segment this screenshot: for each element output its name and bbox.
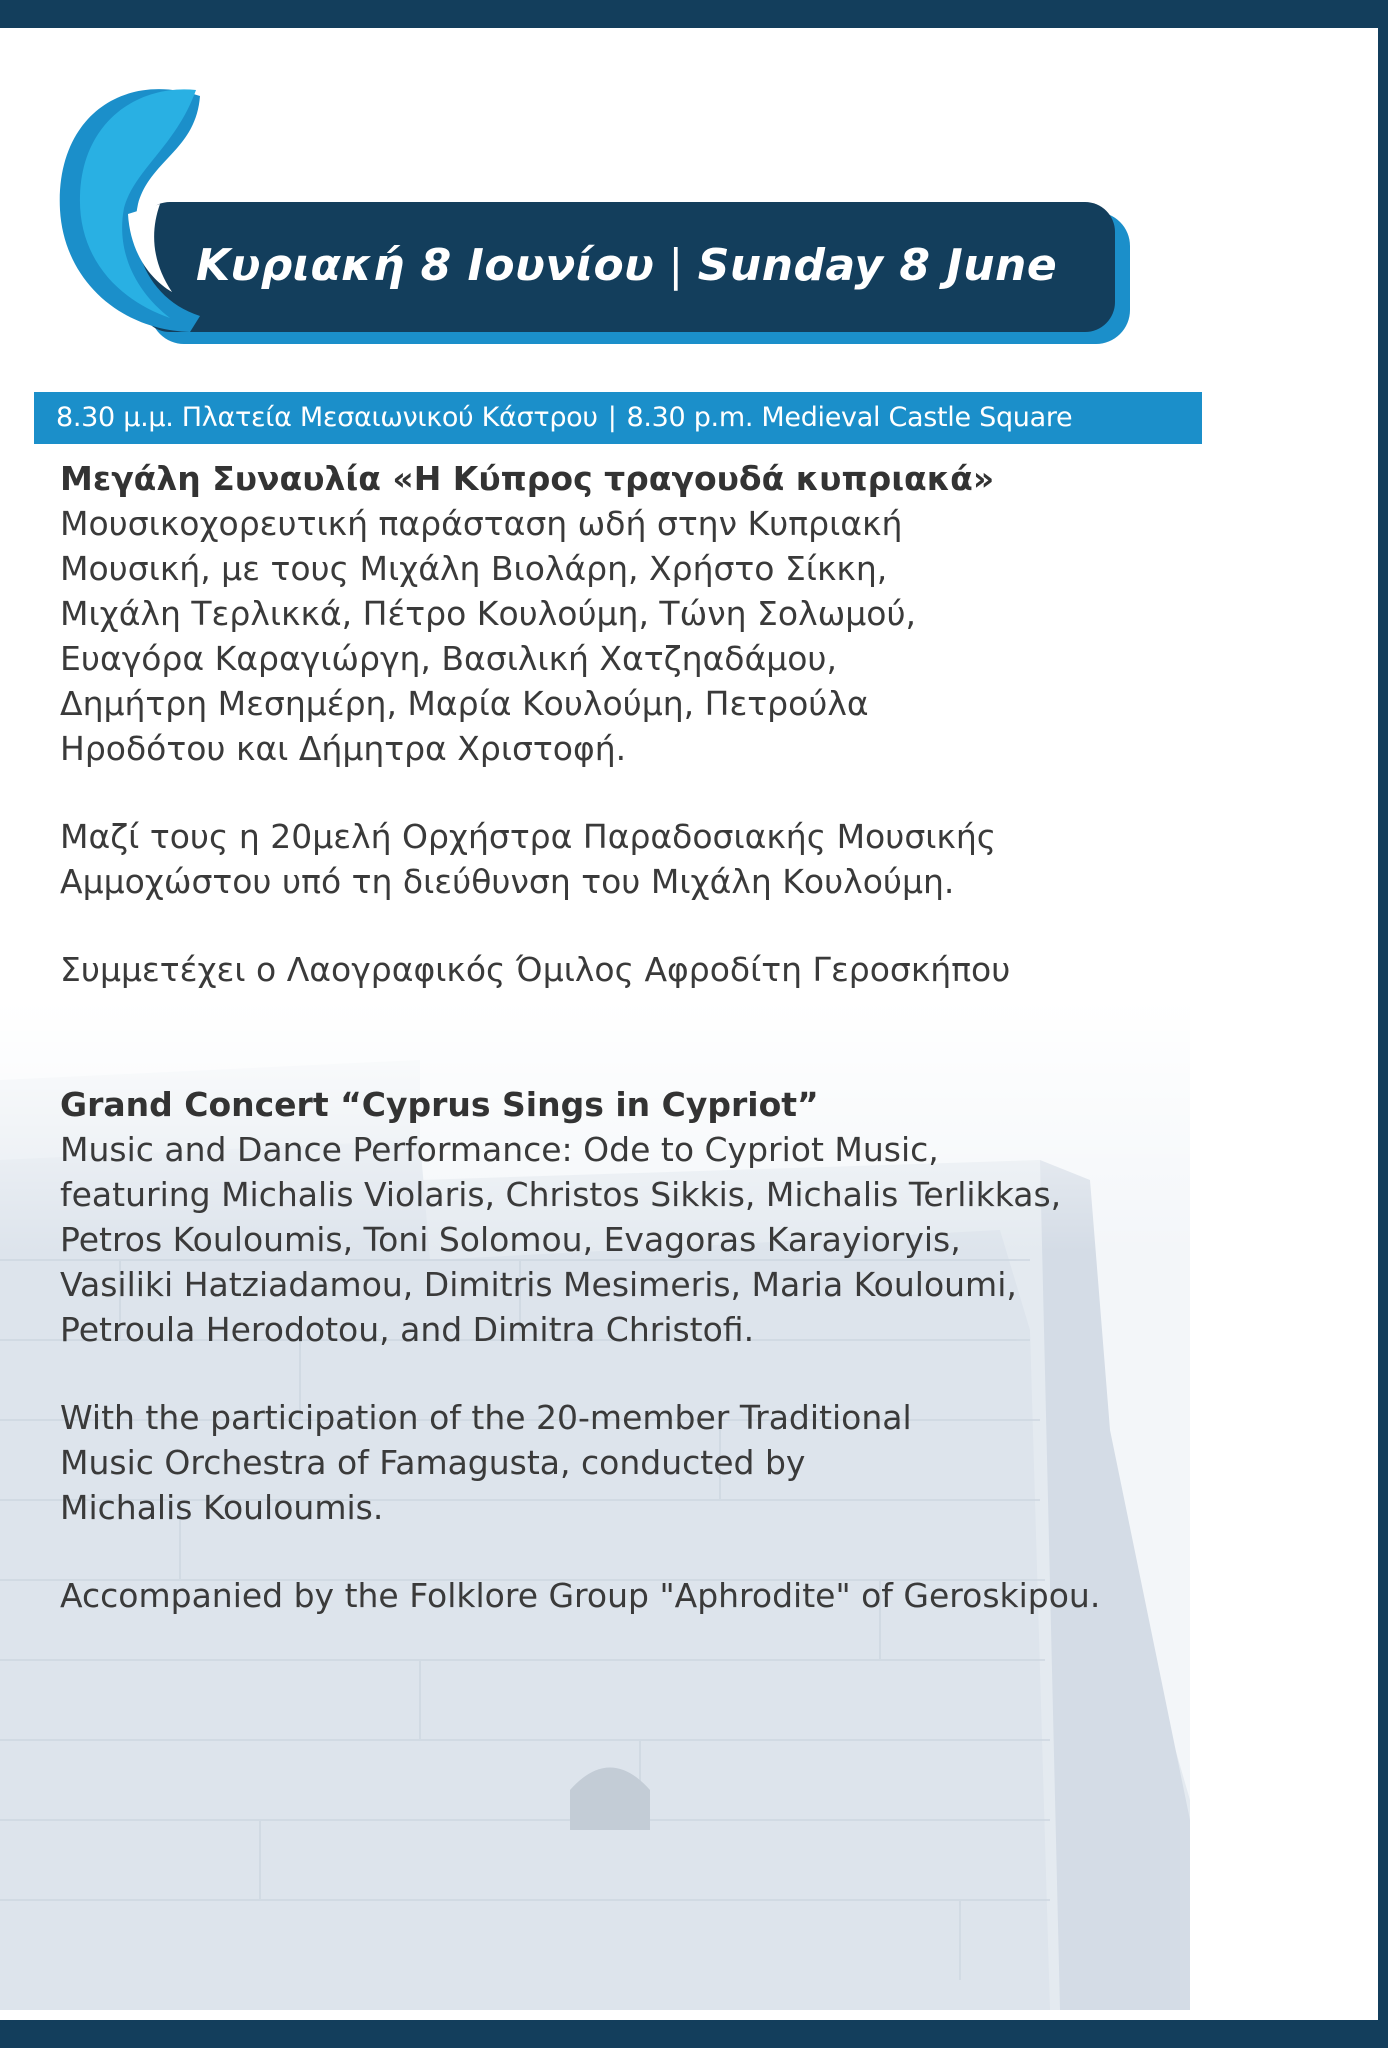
bottom-border	[0, 2020, 1388, 2048]
english-paragraph-performers: Music and Dance Performance: Ode to Cypriot Music, featuring Michalis Violaris, Christos Sikkis, Michalis Terlikkas, Petros Kouloumis, Toni Solomou, Evagoras Karayioryis, Vasiliki Hatziadamou, Dimitris Mesimeris, Maria Kouloumi, Petroula Herodotou, and Dimitra Christofi.	[60, 1130, 1062, 1349]
greek-paragraph-orchestra: Μαζί τους η 20μελή Ορχήστρα Παραδοσιακής Μουσικής Αμμοχώστου υπό τη διεύθυνση του Μιχάλη Κουλούμη.	[60, 817, 997, 901]
english-paragraph-orchestra: With the participation of the 20-member Traditional Music Orchestra of Famagusta, conducted by Michalis Kouloumis.	[60, 1398, 912, 1527]
date-heading-greek: Κυριακή 8 Ιουνίου	[196, 240, 655, 291]
venue-strip	[34, 392, 1202, 444]
venue-greek: 8.30 μ.μ. Πλατεία Μεσαιωνικού Κάστρου	[56, 402, 598, 433]
date-heading	[196, 232, 1057, 300]
event-description	[60, 456, 1240, 1618]
date-heading-separator: |	[668, 240, 684, 291]
english-heading: Grand Concert “Cyprus Sings in Cypriot”	[60, 1085, 819, 1124]
header-banner-graphic	[0, 0, 1388, 380]
greek-paragraph-performers: Μουσικοχορευτική παράσταση ωδή στην Κυπριακή Μουσική, με τους Μιχάλη Βιολάρη, Χρήστο Σίκκη, Μιχάλη Τερλικκά, Πέτρο Κουλούμη, Τώνη Σολωμού, Ευαγόρα Καραγιώργη, Βασιλική Χατζηαδάμου, Δημήτρη Μεσημέρη, Μαρία Κουλούμη, Πετρούλα Ηροδότου και Δήμητρα Χριστοφή.	[60, 504, 917, 768]
venue-separator: |	[607, 402, 617, 433]
greek-paragraph-folklore: Συμμετέχει ο Λαογραφικός Όμιλος Αφροδίτη Γεροσκήπου	[60, 950, 1011, 989]
venue-text	[56, 392, 1072, 444]
greek-heading: Μεγάλη Συναυλία «Η Κύπρος τραγουδά κυπριακά»	[60, 459, 995, 498]
venue-english: 8.30 p.m. Medieval Castle Square	[626, 402, 1073, 433]
english-paragraph-folklore: Accompanied by the Folklore Group "Aphrodite" of Geroskipou.	[60, 1576, 1101, 1615]
date-heading-english: Sunday 8 June	[697, 240, 1058, 291]
